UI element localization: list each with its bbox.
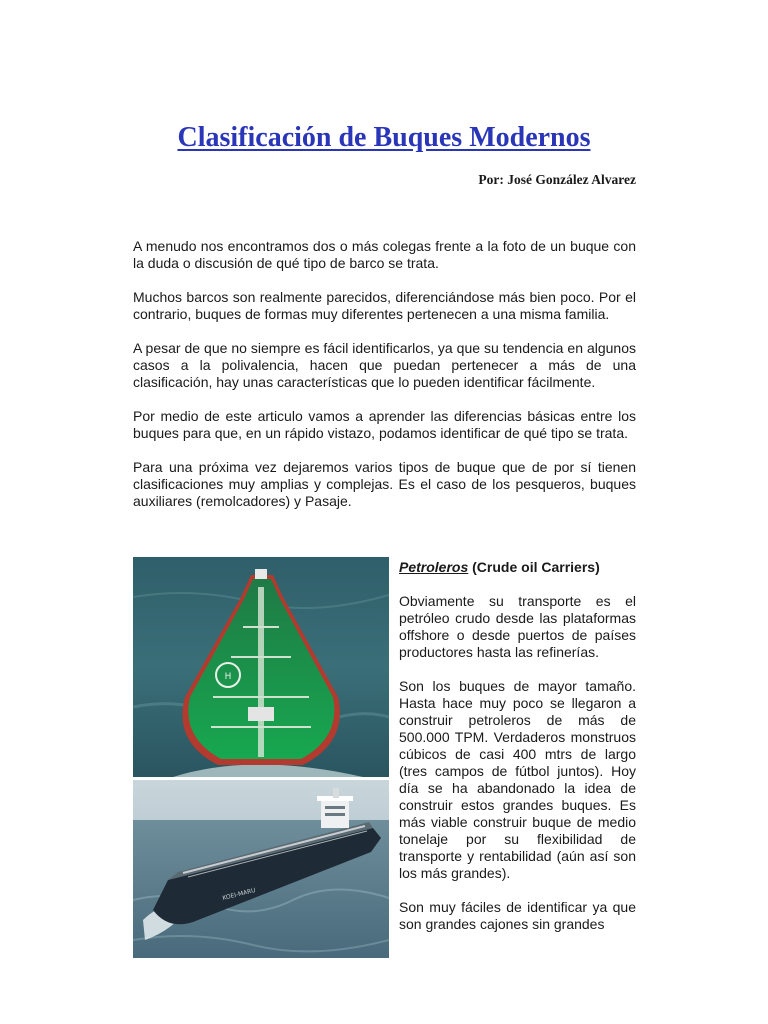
intro-paragraph: Muchos barcos son realmente parecidos, diferenciándose más bien poco. Por el contrario, buques de formas muy diferentes pertenecen a una misma familia. [133, 289, 636, 322]
section-heading [399, 559, 636, 576]
intro-paragraph: A menudo nos encontramos dos o más colegas frente a la foto de un buque con la duda o discusión de qué tipo de barco se trata. [133, 238, 636, 271]
section-paragraph: Obviamente su transporte es el petróleo crudo desde las plataformas offshore o desde puertos de países productores hasta las refinerías. [399, 593, 636, 660]
section-paragraph: Son muy fáciles de identificar ya que son grandes cajones sin grandes [399, 899, 636, 932]
section-heading-italic: Petroleros [399, 559, 469, 575]
intro-paragraph: Por medio de este articulo vamos a aprender las diferencias básicas entre los buques para que, en un rápido vistazo, podamos identificar de qué tipo se trata. [133, 408, 636, 441]
section-heading-rest: (Crude oil Carriers) [468, 559, 600, 575]
green-tanker-photo [133, 557, 389, 777]
section-paragraph: Son los buques de mayor tamaño. Hasta hace muy poco se llegaron a construir petroleros de más de 500.000 TPM. Verdaderos monstruos cúbicos de casi 400 mtrs de largo (tres campos de fútbol juntos). Hoy día se ha abandonado la idea de construir estos grandes buques. Es más viable construir buque de medio tonelaje por su flexibilidad de transporte y rentabilidad (aún así son los más grandes). [399, 678, 636, 881]
svg-text:H: H [224, 672, 232, 682]
dark-tanker-photo [133, 780, 389, 958]
document-title: Clasificación de Buques Modernos [177, 122, 591, 153]
intro-text [133, 238, 636, 527]
petroleros-section [399, 559, 636, 950]
ship-name: KOEI-MARU [221, 886, 257, 902]
author-byline: Por: José González Alvarez [478, 172, 636, 187]
green-tanker-image [133, 557, 389, 777]
intro-paragraph: A pesar de que no siempre es fácil identificarlos, ya que su tendencia en algunos casos a la polivalencia, hacen que puedan pertenecer a más de una clasificación, hay unas características que lo pueden identificar fácilmente. [133, 340, 636, 390]
dark-tanker-image [133, 780, 389, 958]
intro-paragraph: Para una próxima vez dejaremos varios tipos de buque que de por sí tienen clasificaciones muy amplias y complejas. Es el caso de los pesqueros, buques auxiliares (remolcadores) y Pasaje. [133, 459, 636, 509]
